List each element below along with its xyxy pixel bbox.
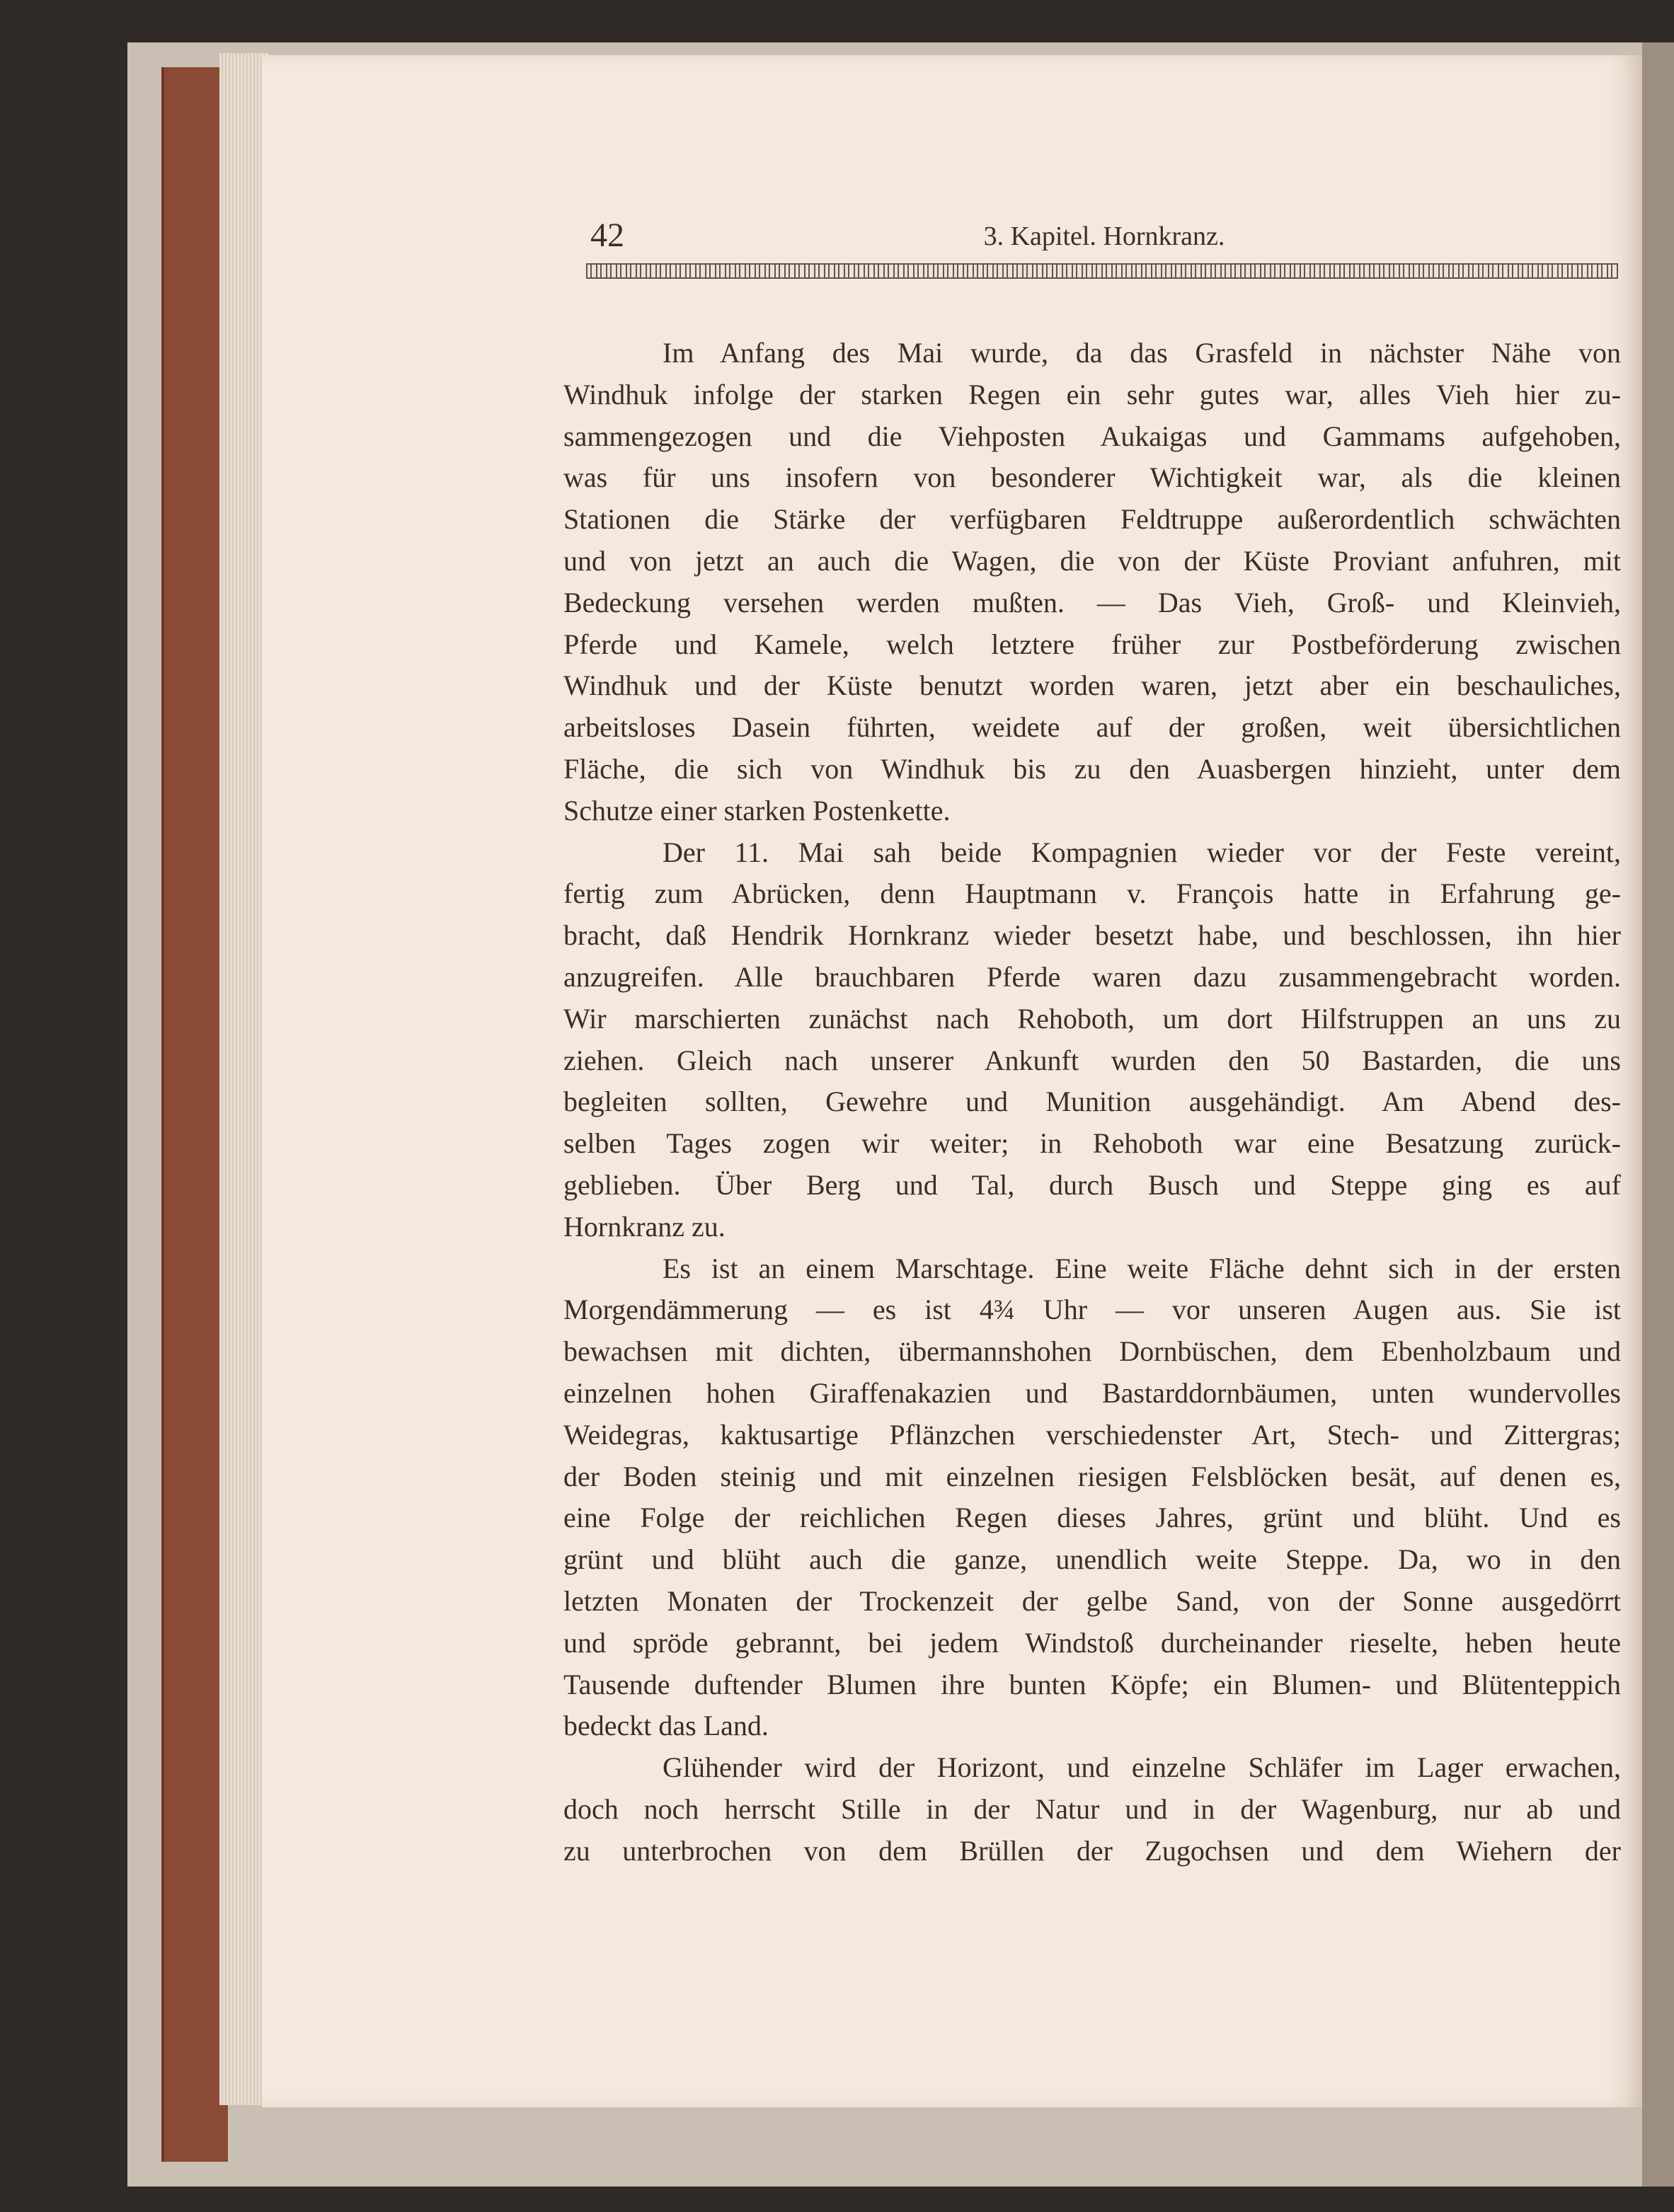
text-line: was für uns insofern von besonderer Wichtigkeit war, als die kleinen: [563, 461, 1621, 494]
text-line: Glühender wird der Horizont, und einzelne Schläfer im Lager erwachen,: [663, 1751, 1621, 1784]
text-line: einzelnen hohen Giraffenakazien und Bastarddornbäumen, unten wundervolles: [563, 1376, 1621, 1409]
text-line: Pferde und Kamele, welch letztere früher zur Postbeförderung zwischen: [563, 628, 1621, 660]
text-line: und von jetzt an auch die Wagen, die von der Küste Proviant anfuhren, mit: [563, 544, 1621, 577]
text-line: Weidegras, kaktusartige Pflänzchen verschiedenster Art, Stech- und Zittergras;: [563, 1418, 1621, 1451]
text-line: grünt und blüht auch die ganze, unendlich weite Steppe. Da, wo in den: [563, 1543, 1621, 1576]
text-line: Windhuk infolge der starken Regen ein sehr gutes war, alles Vieh hier zu-: [563, 378, 1621, 410]
text-line: Tausende duftender Blumen ihre bunten Köpfe; ein Blumen- und Blütenteppich: [563, 1668, 1621, 1700]
text-line: Schutze einer starken Postenkette.: [563, 794, 951, 826]
text-line: der Boden steinig und mit einzelnen riesigen Felsblöcken besät, auf denen es,: [563, 1460, 1621, 1492]
text-line: begleiten sollten, Gewehre und Munition ausgehändigt. Am Abend des-: [563, 1085, 1621, 1118]
text-line: bracht, daß Hendrik Hornkranz wieder besetzt habe, und beschlossen, ihn hier: [563, 919, 1621, 952]
text-line: Wir marschierten zunächst nach Rehoboth, um dort Hilfstruppen an uns zu: [563, 1002, 1621, 1035]
text-line: Hornkranz zu.: [563, 1210, 726, 1243]
text-line: Es ist an einem Marschtage. Eine weite Fläche dehnt sich in der ersten: [663, 1252, 1621, 1284]
text-line: Bedeckung versehen werden mußten. — Das Vieh, Groß- und Kleinvieh,: [563, 586, 1621, 618]
text-line: Im Anfang des Mai wurde, da das Grasfeld in nächster Nähe von: [663, 337, 1621, 369]
text-line: zu unterbrochen von dem Brüllen der Zugochsen und dem Wiehern der: [563, 1834, 1621, 1867]
text-line: Morgendämmerung — es ist 4¾ Uhr — vor unseren Augen aus. Sie ist: [563, 1294, 1621, 1326]
text-line: eine Folge der reichlichen Regen dieses Jahres, grünt und blüht. Und es: [563, 1502, 1621, 1534]
text-line: bewachsen mit dichten, übermannshohen Dornbüschen, dem Ebenholzbaum und: [563, 1335, 1621, 1368]
header-ornament-rule: [586, 263, 1618, 279]
text-line: bedeckt das Land.: [563, 1710, 769, 1742]
text-line: anzugreifen. Alle brauchbaren Pferde waren dazu zusammengebracht worden.: [563, 960, 1621, 993]
text-line: Windhuk und der Küste benutzt worden waren, jetzt aber ein beschauliches,: [563, 669, 1621, 702]
text-line: doch noch herrscht Stille in der Natur und in der Wagenburg, nur ab und: [563, 1792, 1621, 1825]
text-line: Fläche, die sich von Windhuk bis zu den Auasbergen hinzieht, unter dem: [563, 752, 1621, 785]
running-title: 3. Kapitel. Hornkranz.: [983, 221, 1225, 251]
book-cover-edge: [161, 67, 228, 2162]
text-line: Der 11. Mai sah beide Kompagnien wieder vor der Feste vereint,: [663, 836, 1621, 868]
page-number: 42: [590, 217, 624, 254]
text-line: und spröde gebrannt, bei jedem Windstoß durcheinander rieselte, heben heute: [563, 1626, 1621, 1659]
text-line: sammengezogen und die Viehposten Aukaigas und Gammams aufgehoben,: [563, 420, 1621, 452]
body-text: [563, 333, 1621, 1872]
text-line: selben Tages zogen wir weiter; in Rehoboth war eine Besatzung zurück-: [563, 1127, 1621, 1160]
text-line: Stationen die Stärke der verfügbaren Feldtruppe außerordentlich schwächten: [563, 503, 1621, 536]
text-line: ziehen. Gleich nach unserer Ankunft wurden den 50 Bastarden, die uns: [563, 1044, 1621, 1076]
text-line: geblieben. Über Berg und Tal, durch Busch und Steppe ging es auf: [563, 1168, 1621, 1201]
text-line: letzten Monaten der Trockenzeit der gelbe Sand, von der Sonne ausgedörrt: [563, 1584, 1621, 1617]
right-board: [1642, 42, 1674, 2187]
text-line: arbeitsloses Dasein führten, weidete auf der großen, weit übersichtlichen: [563, 711, 1621, 744]
text-line: fertig zum Abrücken, denn Hauptmann v. François hatte in Erfahrung ge-: [563, 877, 1621, 910]
